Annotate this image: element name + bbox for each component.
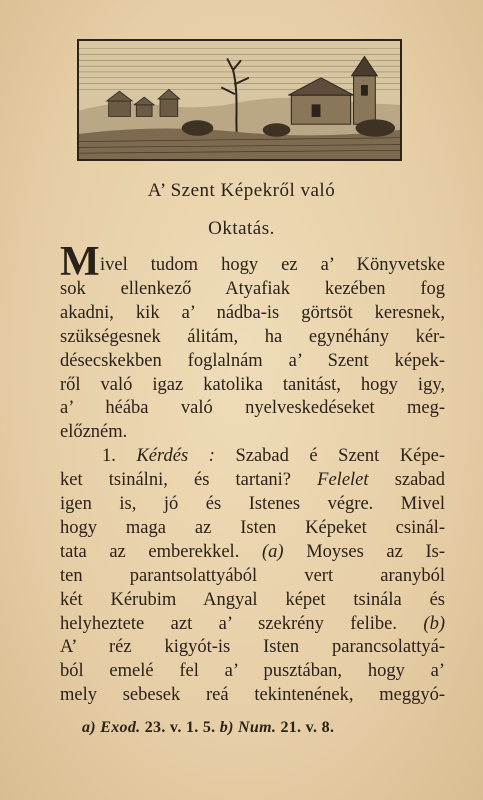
text-line: désecskekben foglalnám a’ Szent képek-: [60, 350, 445, 371]
text-fragment: szabad: [394, 470, 446, 491]
answer-line: [60, 469, 445, 493]
text-line: előzném.: [60, 422, 128, 443]
text-line: akadni, kik a’ nádba-is görtsöt keresnek,: [60, 302, 445, 323]
question-number: 1.: [102, 446, 116, 467]
text-fragment: tata az emberekkel.: [60, 541, 240, 562]
footnote-a-ref: 23. v. 1. 5.: [144, 719, 216, 736]
text-line: a’ héába való nyelveskedéseket meg-: [60, 398, 445, 419]
text-fragment: helyheztete azt a’ szekrény felibe.: [60, 613, 397, 634]
text-line: A’ réz kigyót-is Isten parancsolattyá-: [60, 637, 445, 658]
footnote-ref-a: (a): [261, 541, 284, 562]
text-line: ivel tudom hogy ez a’ Könyvetske: [100, 255, 445, 275]
question-text: Szabad é Szent Képe-: [235, 446, 446, 467]
footnote-a-label: a): [82, 719, 96, 736]
text-line: ről való igaz katolika tanitást, hogy igy,: [60, 374, 445, 395]
text-line: ból emelé fel a’ pusztában, hogy a’: [60, 661, 445, 682]
footnote-a-book: Exod.: [100, 719, 141, 736]
footnote-ref-b: (b): [423, 613, 445, 634]
text-fragment: ket tsinálni, és tartani?: [60, 470, 292, 491]
text-line: hogy maga az Isten Képeket csinál-: [60, 517, 445, 538]
question-line: [60, 445, 445, 469]
text-fragment: Moyses az Is-: [306, 541, 446, 562]
text-line: [60, 541, 445, 565]
drop-cap: M: [60, 239, 100, 285]
footnote-b-book: Num.: [238, 719, 277, 736]
page-title: A’ Szent Képekről való: [147, 180, 336, 201]
landscape-engraving-icon: [77, 39, 402, 161]
text-line: ten parantsolattyából vert aranyból: [60, 565, 445, 586]
text-line: két Kérubim Angyal képet tsinála és: [60, 589, 445, 610]
text-line: sok ellenkező Atyafiak kezében fog: [60, 278, 445, 299]
text-line: [60, 613, 445, 637]
page-subtitle: Oktatás.: [208, 218, 275, 239]
text-line: szükségesnek álitám, ha egynéhány kér-: [60, 326, 445, 347]
question-label: Kérdés :: [136, 446, 215, 467]
answer-label: Felelet: [317, 470, 369, 491]
text-line: igen is, jó és Istenes végre. Mivel: [60, 494, 445, 514]
footnote-b-label: b): [219, 719, 234, 736]
text-line: mely sebesek reá tekintenének, meggyó-: [60, 685, 445, 706]
footnote-b-ref: 21. v. 8.: [280, 719, 335, 736]
footnote: [82, 719, 334, 737]
